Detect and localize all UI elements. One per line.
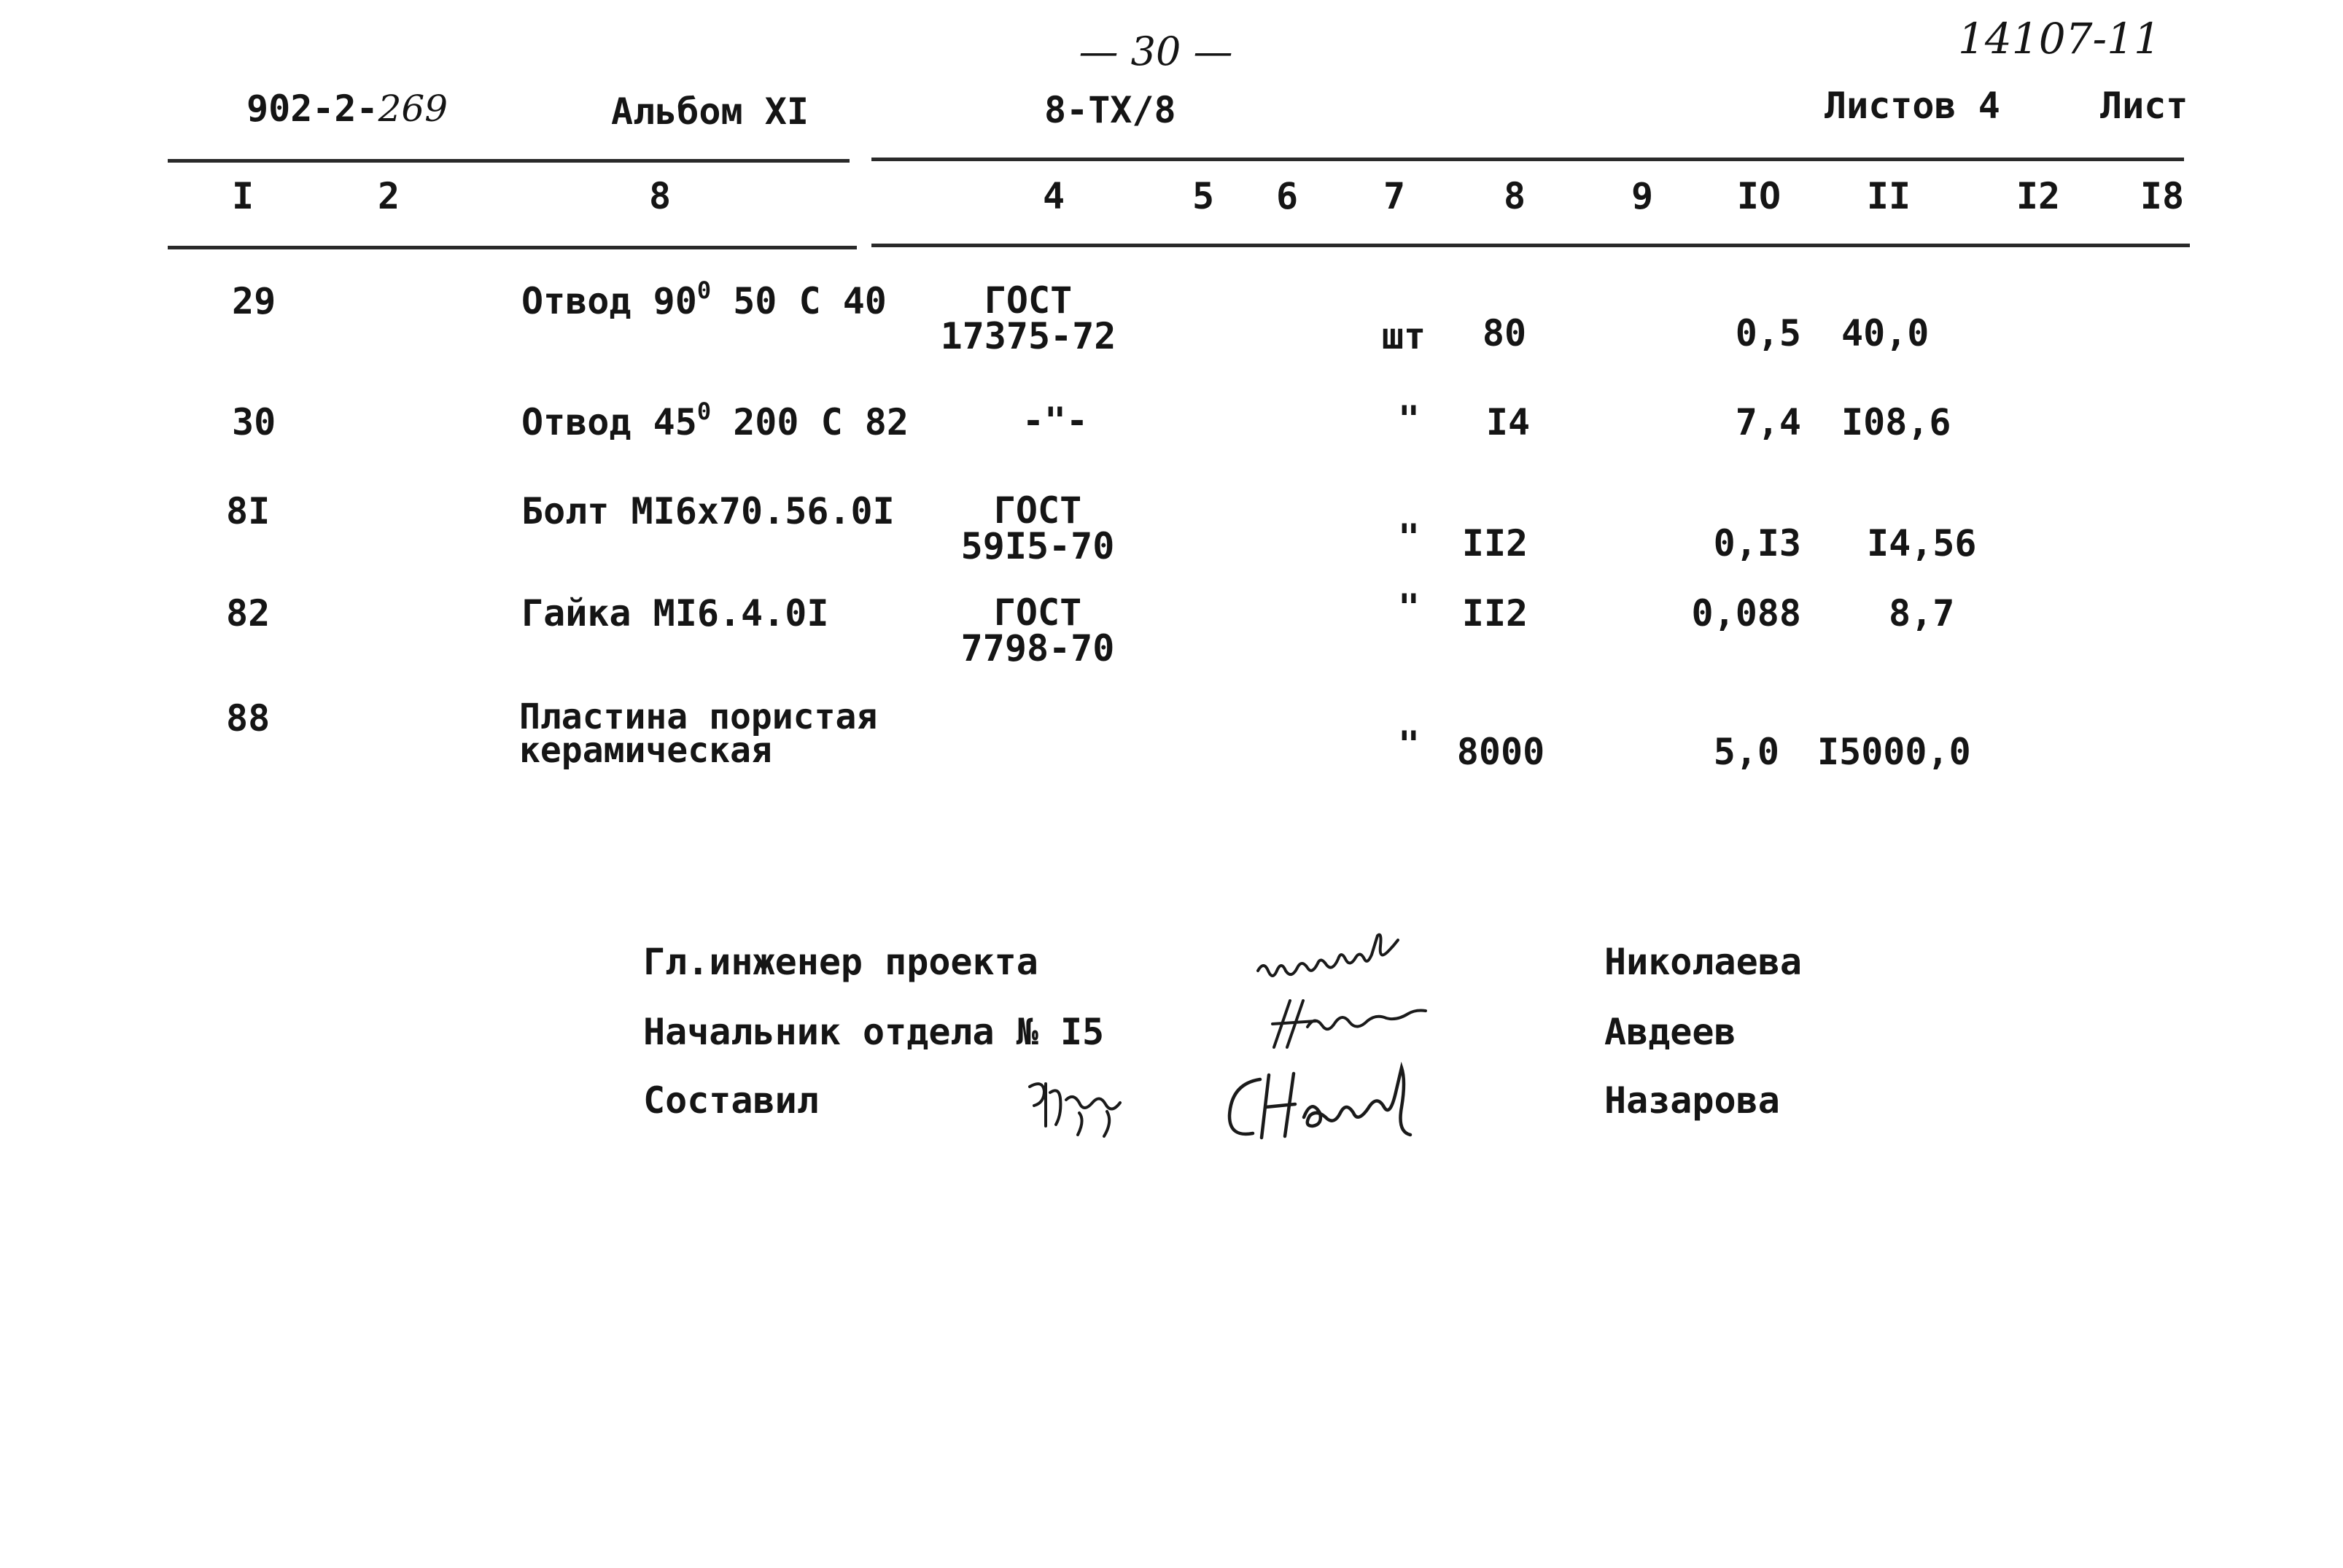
album-label: Альбом XI [611,90,809,133]
row-unit-mass: 0,5 [1735,312,1801,354]
signature-name: Назарова [1604,1079,1780,1122]
row-name: Пластина пористая керамическая [519,696,878,772]
header-rule-right [871,158,2184,161]
row-unit: " [1397,516,1421,559]
archive-number: 14107-11 [1958,14,2161,63]
row-position: 88 [226,697,271,740]
row-total-mass: 8,7 [1889,592,1955,634]
row-unit-mass: 7,4 [1735,401,1801,443]
column-number: 7 [1383,175,1406,217]
sheets-count: Листов 4 [1825,85,2000,127]
sheet-label: Лист [2100,85,2188,127]
signature-name: Николаева [1604,941,1802,983]
row-unit: " [1397,723,1421,766]
column-rule-right [871,244,2190,247]
row-total-mass: 40,0 [1841,312,1930,354]
row-standard: -"- [1022,400,1089,442]
row-quantity: 8000 [1456,731,1545,773]
row-total-mass: I5000,0 [1817,731,1971,773]
row-unit: " [1397,586,1421,629]
row-quantity: I4 [1485,401,1531,443]
signature-department-head [1265,995,1455,1053]
column-number: 6 [1275,175,1299,217]
column-number: I [231,175,254,217]
row-unit-mass: 0,I3 [1713,522,1801,564]
row-total-mass: I4,56 [1867,522,1977,564]
row-name: Отвод $45^0$ 200 С 82 [521,397,909,443]
column-number: 4 [1042,175,1065,217]
signature-role: Гл.инженер проекта [643,941,1038,983]
column-number: II [1866,175,1911,217]
column-number: 2 [377,175,400,217]
signature-role: Начальник отдела № I5 [643,1011,1105,1053]
row-position: 30 [232,401,276,443]
row-position: 29 [232,280,276,322]
row-standard: ГОСТ 17375-72 [940,279,1116,357]
row-standard: ГОСТ 59I5-70 [960,489,1115,567]
column-number: I2 [2016,175,2061,217]
row-standard: ГОСТ 7798-70 [960,591,1115,669]
row-name: Гайка МI6.4.0I [521,592,829,634]
signature-compiler-initials [1021,1071,1152,1144]
column-number: 9 [1631,175,1654,217]
row-quantity: 80 [1482,312,1527,354]
signature-compiler [1218,1066,1451,1161]
row-quantity: II2 [1461,522,1528,564]
row-total-mass: I08,6 [1841,401,1951,443]
column-number: 8 [648,175,672,217]
header-rule-left [168,159,850,163]
signature-chief-engineer [1254,938,1473,989]
row-unit: шт [1381,315,1426,357]
row-unit: " [1397,398,1421,440]
project-code-printed: 902-2- [246,88,378,130]
column-number: 8 [1503,175,1526,217]
row-unit-mass: 0,088 [1691,592,1801,634]
row-name: Отвод $90^0$ 50 С 40 [521,276,887,322]
column-rule-left [168,246,857,249]
column-number: IO [1736,175,1781,217]
row-name: Болт МI6х70.56.0I [521,490,895,532]
signature-name: Авдеев [1604,1011,1736,1053]
column-number: I8 [2140,175,2185,217]
project-code-handwritten: 269 [378,88,448,130]
page-number: — 30 — [1079,28,1233,74]
signature-role: Составил [643,1079,819,1122]
drawing-code: 8-ТХ/8 [1044,89,1176,131]
project-code [246,88,448,130]
row-position: 8I [226,490,271,532]
row-quantity: II2 [1461,592,1528,634]
row-unit-mass: 5,0 [1713,731,1779,773]
column-number: 5 [1192,175,1215,217]
row-position: 82 [226,592,271,634]
